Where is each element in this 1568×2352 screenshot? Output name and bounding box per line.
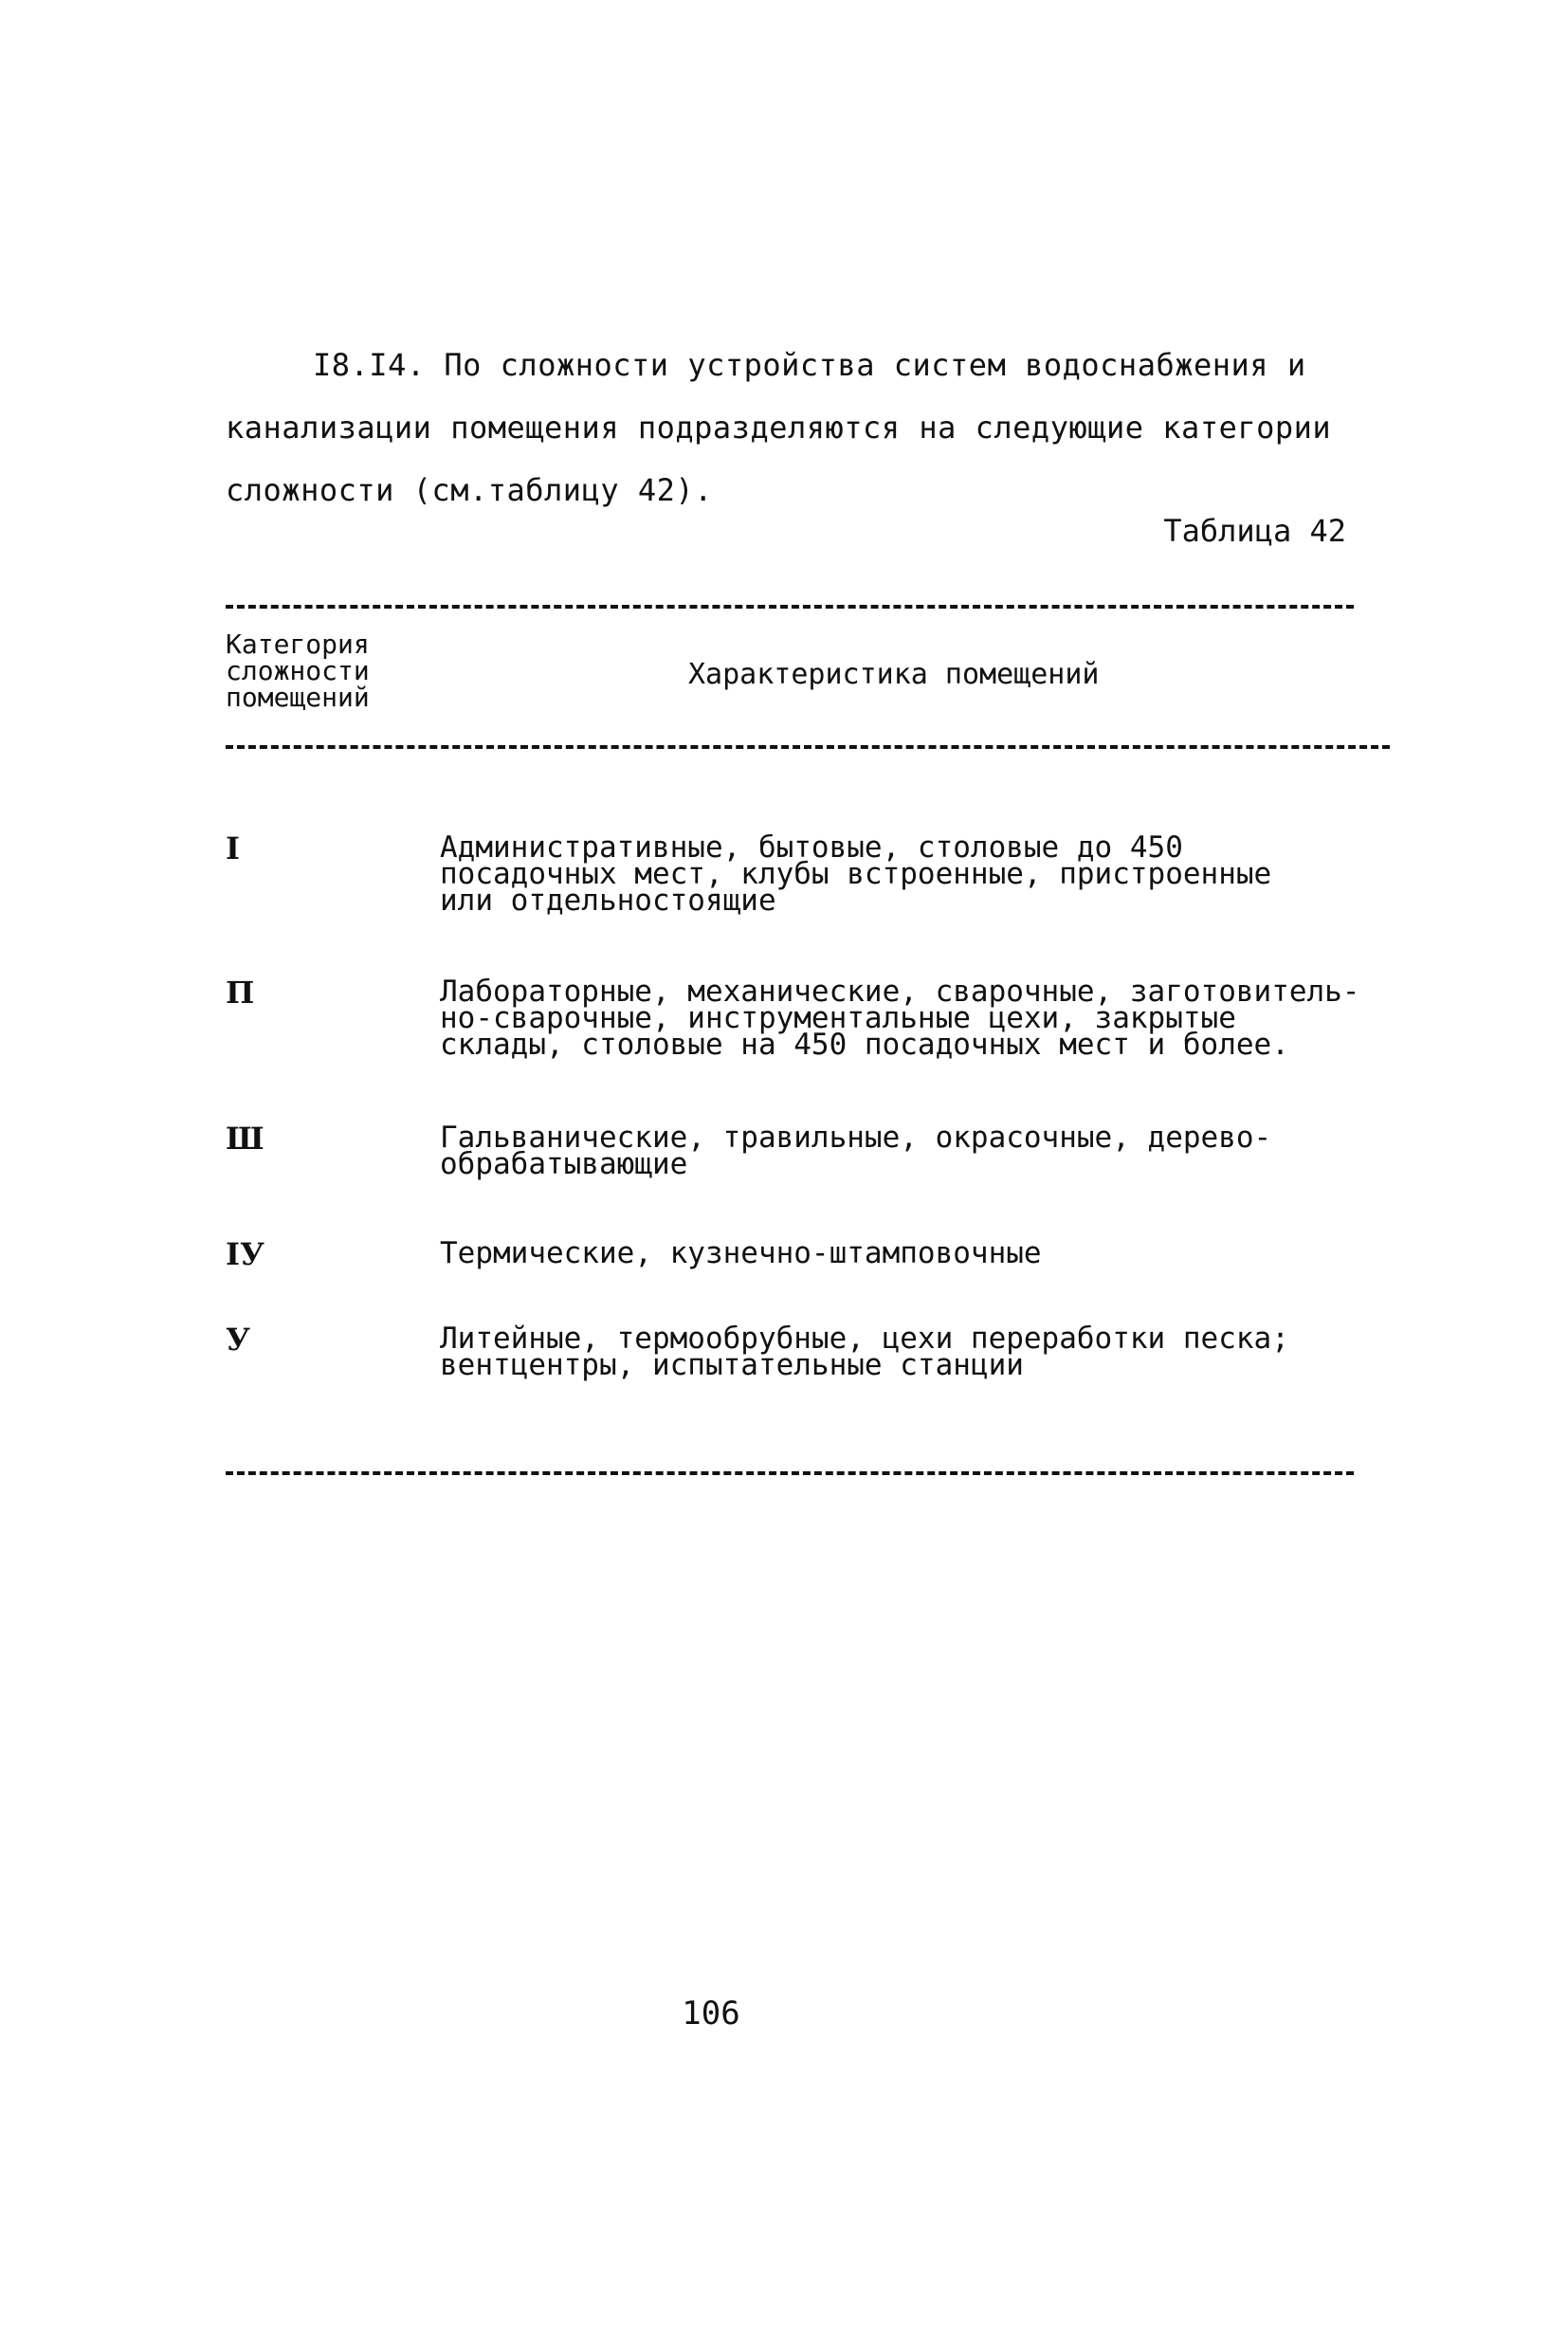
row-description-line: или отдельностоящие xyxy=(440,884,776,918)
header-characteristic: Характеристика помещений xyxy=(688,658,1100,691)
row-category: У xyxy=(226,1322,250,1358)
row-category: П xyxy=(226,975,255,1011)
page-number: 106 xyxy=(682,1995,740,2033)
intro-paragraph xyxy=(226,334,1344,521)
row-description-line: посадочных мест, клубы встроенные, пристроенные xyxy=(440,857,1272,891)
header-category-line: сложности xyxy=(226,655,370,686)
row-description xyxy=(440,975,1397,1062)
row-description xyxy=(440,1322,1397,1382)
table-bottom-rule xyxy=(226,1471,1354,1475)
row-description-line: Термические, кузнечно-штамповочные xyxy=(440,1236,1042,1270)
row-description xyxy=(440,1236,1397,1270)
row-description-line: Административные, бытовые, столовые до 450 xyxy=(440,830,1183,865)
paragraph-line: I8.I4. По сложности устройства систем водоснабжения и xyxy=(313,347,1306,383)
row-description xyxy=(440,1121,1397,1181)
row-category: IУ xyxy=(226,1236,264,1272)
header-category-line: помещений xyxy=(226,682,370,713)
paragraph-line: сложности (см.таблицу 42). xyxy=(226,472,713,508)
paragraph-line: канализации помещения подразделяются на следующие категории xyxy=(226,410,1332,446)
table-caption: Таблица 42 xyxy=(1163,513,1346,549)
row-description-line: Литейные, термообрубные, цехи переработки песка; xyxy=(440,1322,1289,1356)
row-description-line: склады, столовые на 450 посадочных мест и более. xyxy=(440,1028,1289,1062)
row-description xyxy=(440,830,1397,918)
row-description-line: обрабатывающие xyxy=(440,1147,688,1181)
row-description-line: вентцентры, испытательные станции xyxy=(440,1348,1024,1382)
header-category-line: Категория xyxy=(226,629,370,660)
header-category xyxy=(226,631,415,711)
row-description-line: Гальванические, травильные, окрасочные, дерево- xyxy=(440,1121,1272,1155)
row-category: Ш xyxy=(226,1121,264,1157)
row-category: I xyxy=(226,830,240,866)
row-description-line: но-сварочные, инструментальные цехи, закрытые xyxy=(440,1001,1236,1035)
table-header-rule xyxy=(226,745,1390,749)
row-description-line: Лабораторные, механические, сварочные, заготовитель- xyxy=(440,975,1360,1009)
table-top-rule xyxy=(226,605,1354,609)
